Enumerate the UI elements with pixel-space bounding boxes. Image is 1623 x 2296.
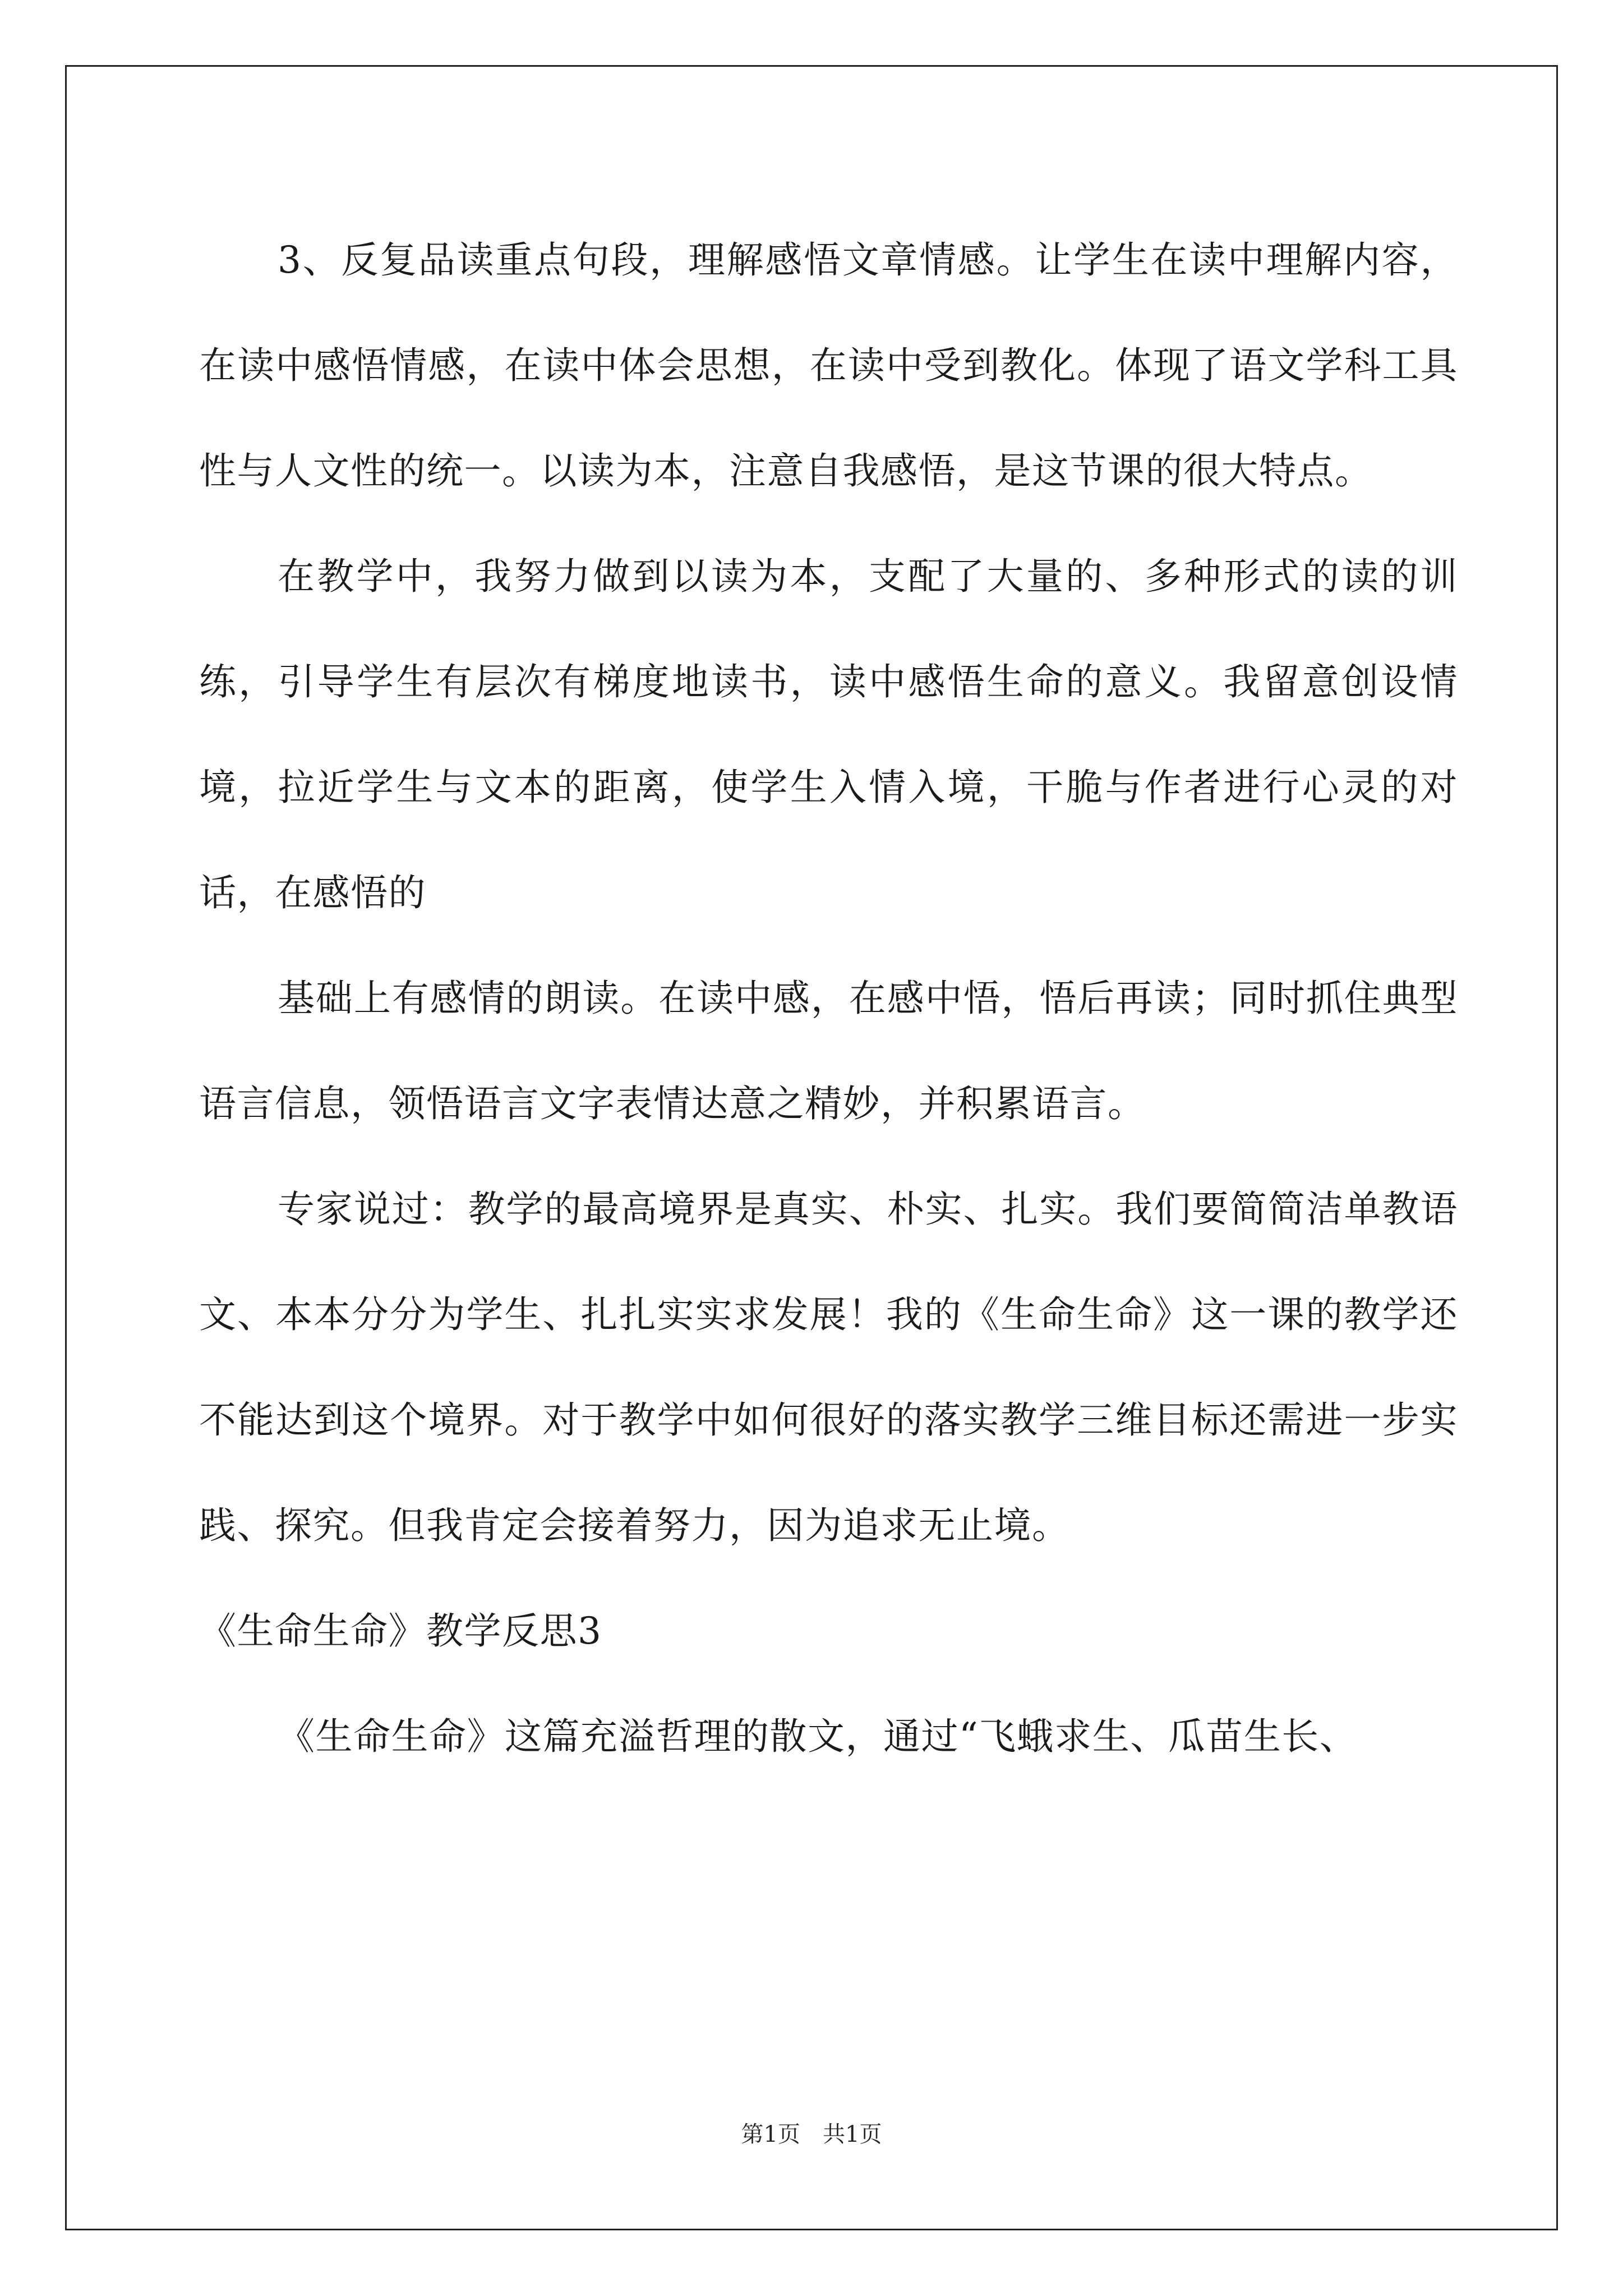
page-total: 共1页	[823, 2122, 882, 2147]
page-number: 第1页	[741, 2122, 800, 2147]
paragraph-reading-emotion: 3、反复品读重点句段，理解感悟文章情感。让学生在读中理解内容，在读中感悟情感，在读中体会思想，在读中受到教化。体现了语文学科工具性与人文性的统一。以读为本，注意自我感悟，是这节课的很大特点。	[199, 238, 1458, 493]
paragraph-essay-intro: 《生命生命》这篇充溢哲理的散文，通过“飞蛾求生、瓜苗生长、	[278, 1715, 1358, 1758]
paragraph-teaching-practice: 在教学中，我努力做到以读为本，支配了大量的、多种形式的读的训练，引导学生有层次有梯度地读书，读中感悟生命的意义。我留意创设情境，拉近学生与文本的距离，使学生入情入境，干脆与作者进行心灵的对话，在感悟的	[199, 555, 1458, 914]
paragraph-expert-opinion: 专家说过：教学的最高境界是真实、朴实、扎实。我们要简简洁单教语文、本本分分为学生、扎扎实实求发展！我的《生命生命》这一课的教学还不能达到这个境界。对于教学中如何很好的落实教学三维目标还需进一步实践、探究。但我肯定会接着努力，因为追求无止境。	[199, 1188, 1458, 1547]
document-body	[199, 208, 1458, 1789]
paragraph-emotional-reading: 基础上有感情的朗读。在读中感，在感中悟，悟后再读；同时抓住典型语言信息，领悟语言文字表情达意之精妙，并积累语言。	[199, 977, 1458, 1125]
section-heading: 《生命生命》教学反思3	[199, 1609, 602, 1653]
page-footer	[0, 2118, 1623, 2151]
